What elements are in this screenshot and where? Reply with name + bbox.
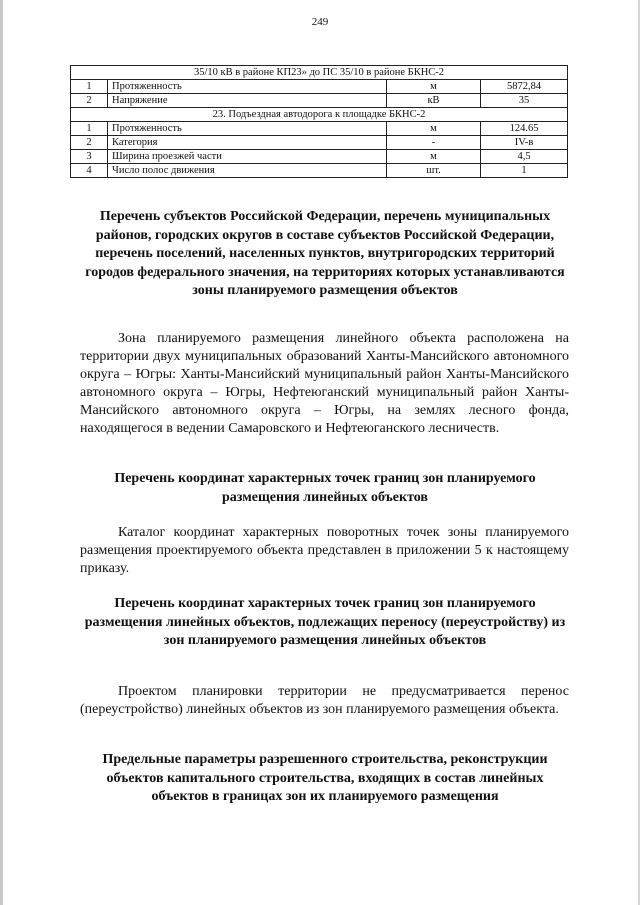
row-value: 1 <box>481 164 568 178</box>
row-value: 5872,84 <box>481 80 568 94</box>
row-value: 4,5 <box>481 150 568 164</box>
row-number: 1 <box>71 80 108 94</box>
row-unit: м <box>387 150 481 164</box>
heading-coordinates-zones: Перечень координат характерных точек границ зон планируемого размещения линейных объектов <box>114 471 536 505</box>
row-number: 2 <box>71 94 108 108</box>
row-number: 2 <box>71 136 108 150</box>
row-unit: шт. <box>387 164 481 178</box>
page-number: 249 <box>311 16 329 28</box>
row-number: 1 <box>71 122 108 136</box>
heading-subjects-list: Перечень субъектов Российской Федерации, перечень муниципальных районов, городских округов в составе субъектов Российской Федерации, перечень поселений, населенных пунктов, внутригородских территорий городов федерального значения, на территориях которых устанавливаются зоны планируемого размещения объектов <box>85 209 565 298</box>
heading-coordinates-relocation: Перечень координат характерных точек границ зон планируемого размещения линейных объектов, подлежащих переносу (переустройству) из зон планируемого размещения линейных объектов <box>84 596 566 648</box>
table-row <box>71 136 568 150</box>
section-title: 23. Подъездная автодорога к площадке БКНС-2 <box>71 108 568 122</box>
table-row <box>71 164 568 178</box>
table-row <box>71 122 568 136</box>
table-row <box>71 80 568 94</box>
row-parameter: Протяженность <box>108 80 387 94</box>
section-title: 35/10 кВ в районе КП23» до ПС 35/10 в районе БКНС-2 <box>71 66 568 80</box>
specifications-table <box>70 65 568 178</box>
table-section-row <box>71 66 568 80</box>
scan-edge-left <box>0 0 3 905</box>
row-unit: м <box>387 122 481 136</box>
row-number: 3 <box>71 150 108 164</box>
heading-construction-parameters: Предельные параметры разрешенного строительства, реконструкции объектов капитального строительства, входящих в состав линейных объектов в границах зон их планируемого размещения <box>102 752 548 804</box>
paragraph-zone-location: Зона планируемого размещения линейного объекта расположена на территории двух муниципальных образований Ханты-Мансийского автономного округа – Югры: Ханты-Мансийский муниципальный район Ханты-Мансийского автономного округа – Югры, Нефтеюганский муниципальный район Ханты-Мансийского автономного округа – Югры, на землях лесного фонда, находящегося в ведении Самаровского и Нефтеюганского лесничеств. <box>80 331 569 436</box>
row-unit: м <box>387 80 481 94</box>
paragraph-no-relocation: Проектом планировки территории не предусматривается перенос (переустройство) линейных объектов из зон планируемого размещения объекта. <box>80 684 569 717</box>
row-parameter: Напряжение <box>108 94 387 108</box>
row-parameter: Категория <box>108 136 387 150</box>
row-parameter: Протяженность <box>108 122 387 136</box>
table-row <box>71 94 568 108</box>
table-row <box>71 150 568 164</box>
row-number: 4 <box>71 164 108 178</box>
row-unit: кВ <box>387 94 481 108</box>
row-value: 35 <box>481 94 568 108</box>
paragraph-coordinates-catalog: Каталог координат характерных поворотных точек зоны планируемого размещения проектируемого объекта представлен в приложении 5 к настоящему приказу. <box>80 525 569 576</box>
table-section-row <box>71 108 568 122</box>
row-parameter: Число полос движения <box>108 164 387 178</box>
row-value: IV-в <box>481 136 568 150</box>
row-value: 124.65 <box>481 122 568 136</box>
row-unit: - <box>387 136 481 150</box>
row-parameter: Ширина проезжей части <box>108 150 387 164</box>
